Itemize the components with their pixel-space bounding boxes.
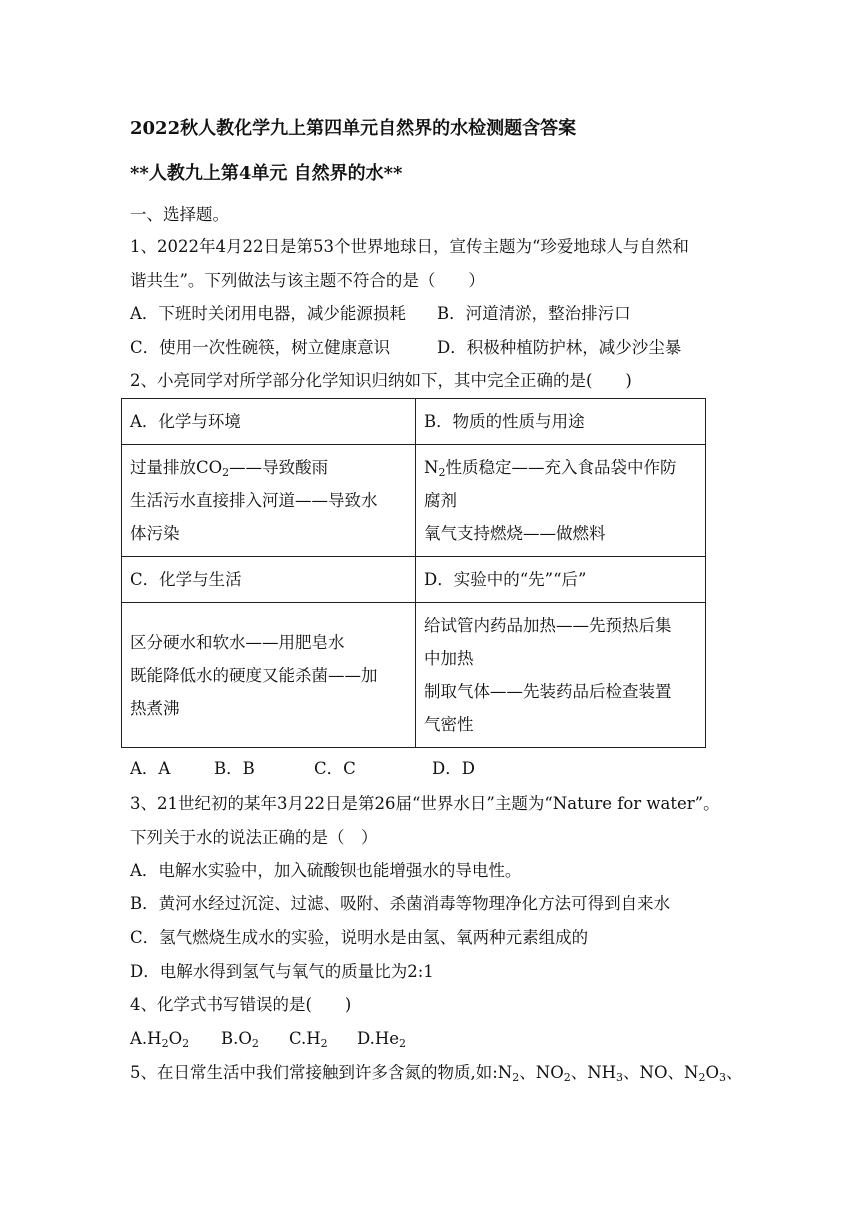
q2-option-c: C．C xyxy=(314,759,356,778)
table-cell-b-body xyxy=(416,445,706,557)
table-line: 给试管内药品加热——先预热后集 xyxy=(424,616,672,635)
table-line: 生活污水直接排入河道——导致水 xyxy=(130,491,378,510)
q1-option-a: A．下班时关闭用电器，减少能源损耗 xyxy=(130,304,406,323)
q4-option-b: $B.O_2$ xyxy=(221,1029,259,1050)
q4-option-d: $D.He_2$ xyxy=(357,1029,407,1050)
table-cell-d-body xyxy=(416,603,706,748)
q2-option-d: D．D xyxy=(432,759,475,778)
table-line: 气密性 xyxy=(424,715,474,734)
table-row xyxy=(122,445,706,557)
q2-option-b: B．B xyxy=(214,759,255,778)
q1-stem-line2: 谐共生”。下列做法与该主题不符合的是（ ） xyxy=(130,271,485,290)
q3-stem-line1: 3、21世纪初的某年3月22日是第26届“世界水日”主题为“Nature for water”。 xyxy=(130,794,720,813)
q4-stem: 4、化学式书写错误的是( ) xyxy=(130,995,352,1014)
table-line: 制取气体——先装药品后检查装置 xyxy=(424,682,672,701)
q3-option-b: B．黄河水经过沉淀、过滤、吸附、杀菌消毒等物理净化方法可得到自来水 xyxy=(130,894,671,913)
table-cell-c-head: C．化学与生活 xyxy=(122,557,416,603)
q3-stem-line2: 下列关于水的说法正确的是（ ） xyxy=(130,828,378,847)
q2-knowledge-table xyxy=(121,398,706,748)
table-line: 氧气支持燃烧——做燃料 xyxy=(424,524,606,543)
table-cell-a-body xyxy=(122,445,416,557)
q1-option-b: B．河道清淤，整治排污口 xyxy=(437,304,631,323)
table-line: 体污染 xyxy=(130,524,180,543)
section-heading: 一、选择题。 xyxy=(130,205,229,224)
q4-option-a: $A.H_2O_2$ xyxy=(130,1029,190,1050)
table-cell-a-head: A．化学与环境 xyxy=(122,399,416,445)
table-cell-b-head: B．物质的性质与用途 xyxy=(416,399,706,445)
table-line: 过量排放$CO_2——$导致酸雨 xyxy=(130,458,329,479)
document-subtitle: **人教九上第4单元 自然界的水** xyxy=(130,163,403,184)
table-line: 中加热 xyxy=(424,649,474,668)
table-line: 腐剂 xyxy=(424,491,457,510)
q1-option-d: D．积极种植防护林，减少沙尘暴 xyxy=(437,338,682,357)
document-title: 2022秋人教化学九上第四单元自然界的水检测题含答案 xyxy=(130,118,577,139)
q3-option-a: A．电解水实验中，加入硫酸钡也能增强水的导电性。 xyxy=(130,861,522,880)
q2-option-a: A．A xyxy=(130,759,171,778)
q3-option-c: C．氢气燃烧生成水的实验，说明水是由氢、氧两种元素组成的 xyxy=(130,928,589,947)
q4-option-c: $C.H_2$ xyxy=(289,1029,328,1050)
table-row xyxy=(122,399,706,445)
q1-stem-line1: 1、2022年4月22日是第53个世界地球日，宣传主题为“珍爱地球人与自然和 xyxy=(130,237,689,256)
table-row xyxy=(122,557,706,603)
table-line: $N_2$性质稳定——充入食品袋中作防 xyxy=(424,458,677,479)
table-row xyxy=(122,603,706,748)
table-line: 区分硬水和软水——用肥皂水 xyxy=(130,632,345,652)
q5-stem-line1: 5、在日常生活中我们常接触到许多含氮的物质,如$:N_2$、$NO_2$、$NH_3$、NO、$N_2O_3$、 xyxy=(130,1063,743,1084)
table-cell-c-body xyxy=(122,603,416,748)
table-line: 既能降低水的硬度又能杀菌——加 xyxy=(130,665,378,685)
q2-stem: 2、小亮同学对所学部分化学知识归纳如下，其中完全正确的是( ) xyxy=(130,371,632,390)
q1-option-c: C．使用一次性碗筷，树立健康意识 xyxy=(130,338,391,357)
table-cell-d-head: D．实验中的“先”“后” xyxy=(416,557,706,603)
table-line: 热煮沸 xyxy=(130,698,180,718)
q3-option-d: D．电解水得到氢气与氧气的质量比为2:1 xyxy=(130,962,434,981)
